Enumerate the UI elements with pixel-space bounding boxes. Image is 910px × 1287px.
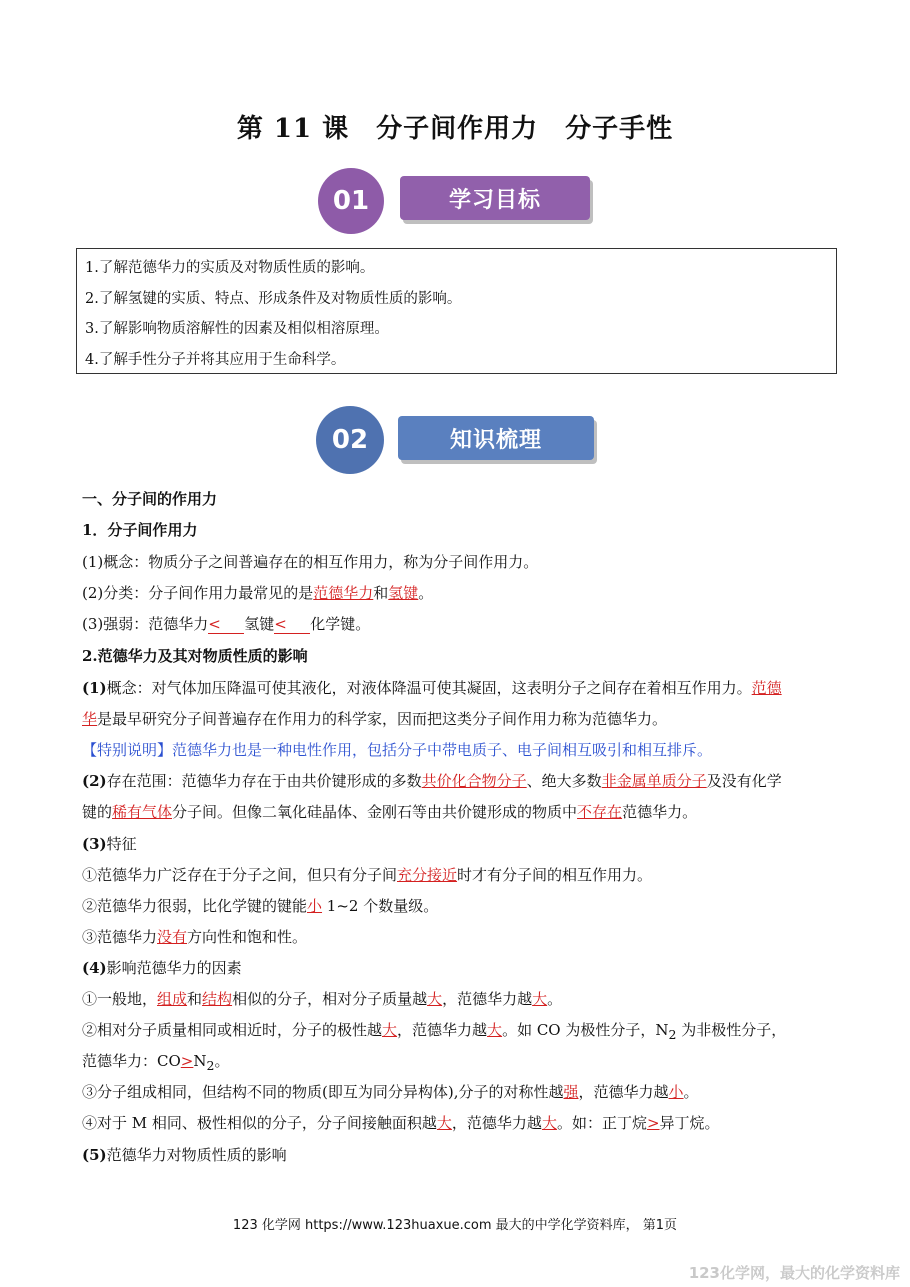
feature-2: ②范德华力很弱，比化学键的键能小 1~2 个数量级。 [82, 897, 439, 915]
feature-1: ①范德华力广泛存在于分子之间，但只有分子间充分接近时才有分子间的相互作用力。 [82, 866, 653, 884]
factor-4: ④对于 M 相同、极性相似的分子，分子间接触面积越大，范德华力越大。如：正丁烷>异丁烷。 [82, 1114, 720, 1132]
heading-1-1: 1．分子间作用力 [82, 521, 198, 539]
para-scope-cont: 键的稀有气体分子间。但像二氧化硅晶体、金刚石等由共价键形成的物质中不存在范德华力。 [82, 803, 698, 821]
section-number: 02 [316, 406, 384, 474]
heading-1-2: 2.范德华力及其对物质性质的影响 [82, 647, 308, 665]
para-vdw-concept-cont: 华是最早研究分子间普遍存在作用力的科学家，因而把这类分子间作用力称为范德华力。 [82, 710, 668, 728]
goal-item: 2.了解氢键的实质、特点、形成条件及对物质性质的影响。 [85, 290, 462, 307]
factor-3: ③分子组成相同，但结构不同的物质(即互为同分异构体),分子的对称性越强，范德华力越小。 [82, 1083, 699, 1101]
para-factors: (4)影响范德华力的因素 [82, 959, 242, 977]
para-feature: (3)特征 [82, 835, 137, 853]
para-classification: (2)分类：分子间作用力最常见的是范德华力和氢键。 [82, 584, 434, 602]
watermark: 123化学网，最大的化学资料库 [688, 1264, 900, 1282]
para-vdw-concept: (1)概念：对气体加压降温可使其液化，对液体降温可使其凝固，这表明分子之间存在着相互作用力。范德 [82, 679, 782, 697]
goal-item: 3.了解影响物质溶解性的因素及相似相溶原理。 [85, 321, 389, 337]
para-effects: (5)范德华力对物质性质的影响 [82, 1146, 287, 1164]
goals-box [76, 248, 837, 374]
heading-1: 一、分子间的作用力 [82, 490, 218, 508]
page-footer: 123 化学网 https://www.123huaxue.com 最大的中学化学资料库， 第1页 [232, 1218, 678, 1233]
section-label: 学习目标 [400, 176, 590, 220]
special-note: 【特别说明】范德华力也是一种电性作用，包括分子中带电质子、电子间相互吸引和相互排斥。 [82, 741, 713, 759]
factor-1: ①一般地，组成和结构相似的分子，相对分子质量越大，范德华力越大。 [82, 990, 563, 1008]
feature-3: ③范德华力没有方向性和饱和性。 [82, 928, 308, 946]
goal-item: 1.了解范德华力的实质及对物质性质的影响。 [85, 260, 375, 276]
goal-item: 4.了解手性分子并将其应用于生命科学。 [85, 351, 346, 368]
para-concept: (1)概念：物质分子之间普遍存在的相互作用力，称为分子间作用力。 [82, 553, 539, 571]
factor-2: ②相对分子质量相同或相近时，分子的极性越大，范德华力越大。如 CO 为极性分子，$N_2$ 为非极性分子， [82, 1021, 787, 1042]
para-scope: (2)存在范围：范德华力存在于由共价键形成的多数共价化合物分子、绝大多数非金属单质分子及没有化学 [82, 772, 782, 790]
para-strength: (3)强弱：范德华力< 氢键< 化学键。 [82, 615, 371, 633]
page-title: 第 11 课 分子间作用力 分子手性 [236, 114, 674, 144]
section-label: 知识梳理 [398, 416, 594, 460]
section-number: 01 [318, 168, 384, 234]
factor-2-cont: 范德华力：$CO>N_2$。 [82, 1052, 230, 1073]
